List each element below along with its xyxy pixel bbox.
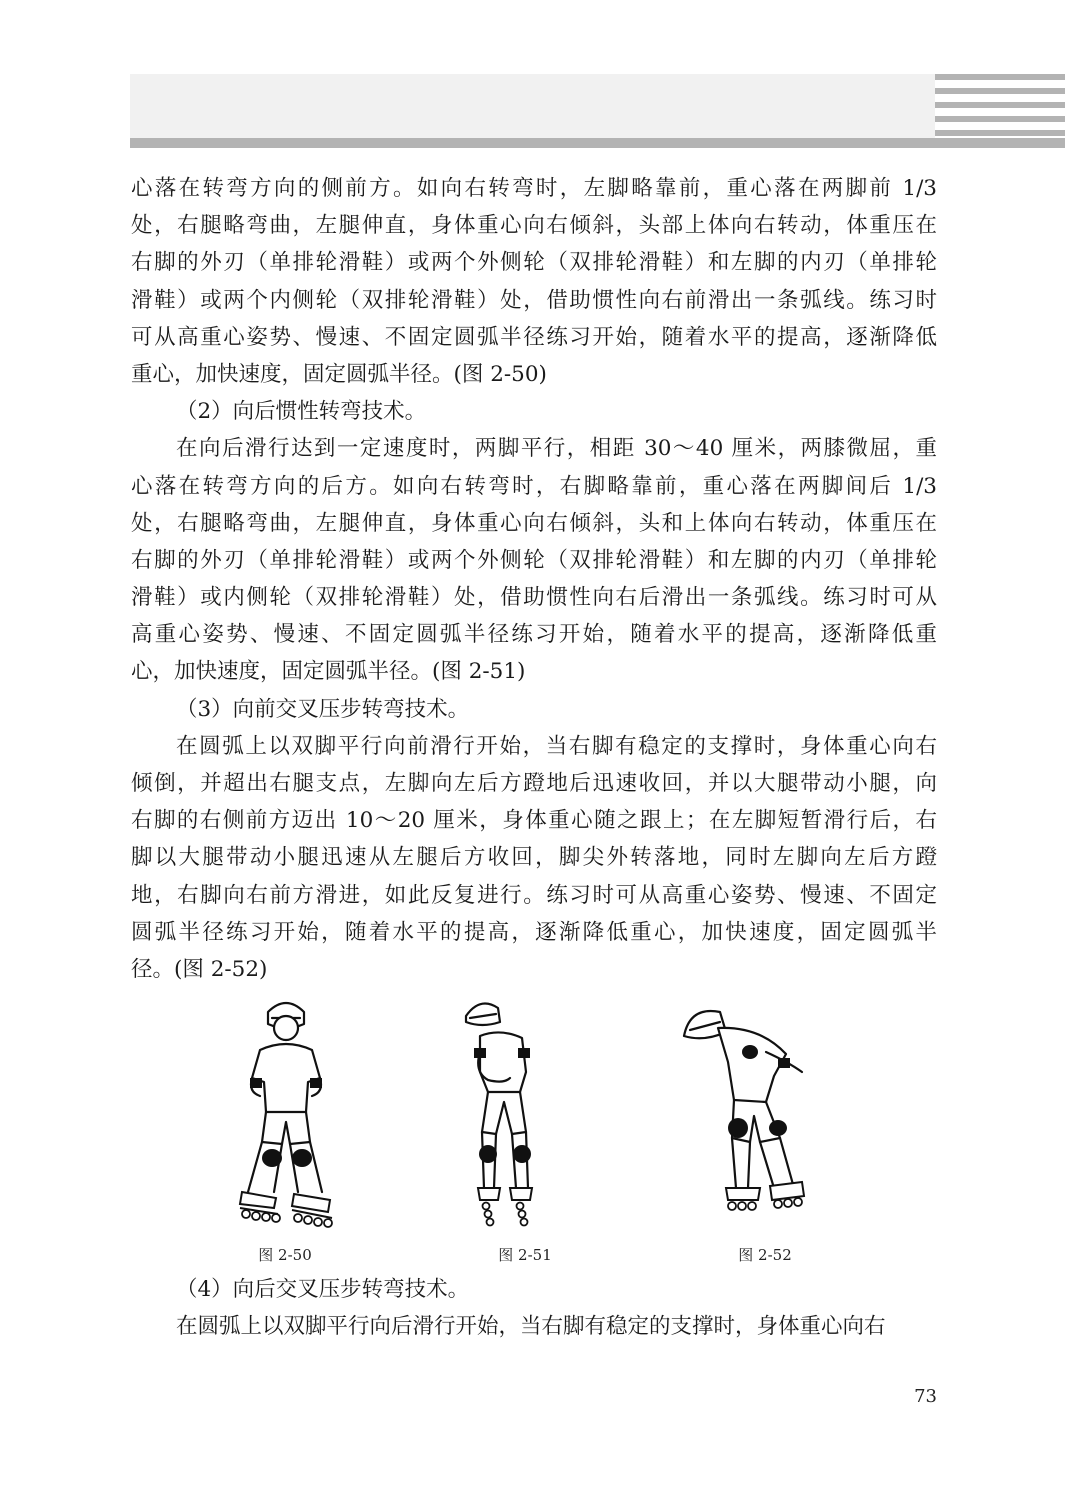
text-line: 径。(图 2-52) [131, 956, 268, 982]
text-line: 脚以大腿带动小腿迅速从左腿后方收回，脚尖外转落地，同时左脚向左后方蹬 [131, 845, 937, 871]
skater-forward-turn-illustration [190, 992, 370, 1232]
body-text-bottom [131, 1271, 937, 1345]
text-line: 可从高重心姿势、慢速、不固定圆弧半径练习开始，随着水平的提高，逐渐降低 [131, 324, 937, 350]
figure-2-51 [430, 992, 620, 1264]
text-line: 心，加快速度，固定圆弧半径。(图 2-51) [131, 659, 526, 685]
skater-backward-turn-illustration [430, 992, 610, 1232]
text-line: 右脚的外刃（单排轮滑鞋）或两个外侧轮（双排轮滑鞋）和左脚的内刃（单排轮 [131, 250, 937, 276]
text-line: 滑鞋）或两个内侧轮（双排轮滑鞋）处，借助惯性向右前滑出一条弧线。练习时 [131, 287, 937, 313]
text-line: 右脚的外刃（单排轮滑鞋）或两个外侧轮（双排轮滑鞋）和左脚的内刃（单排轮 [131, 547, 937, 573]
text-line: 心落在转弯方向的后方。如向右转弯时，右脚略靠前，重心落在两脚间后 1/3 [131, 473, 937, 499]
text-line: 右脚的右侧前方迈出 10～20 厘米，身体重心随之跟上；在左脚短暂滑行后，右 [131, 808, 937, 834]
header-band [130, 74, 935, 138]
text-line: 倾倒，并超出右腿支点，左脚向左后方蹬地后迅速收回，并以大腿带动小腿，向 [131, 771, 937, 796]
figure-caption: 图 2-52 [738, 1246, 792, 1264]
figure-2-50 [190, 992, 380, 1264]
text-line: （4）向后交叉压步转弯技术。 [176, 1277, 470, 1302]
page-number: 73 [914, 1386, 937, 1407]
text-line: 圆弧半径练习开始，随着水平的提高，逐渐降低重心，加快速度，固定圆弧半 [131, 919, 937, 945]
text-line: （2）向后惯性转弯技术。 [176, 399, 427, 425]
body-text-top [131, 170, 937, 988]
header-rule [130, 138, 1065, 148]
text-line: 心落在转弯方向的侧前方。如向右转弯时，左脚略靠前，重心落在两脚前 1/3 [131, 176, 937, 201]
text-line: 地，右脚向右前方滑进，如此反复进行。练习时可从高重心姿势、慢速、不固定 [131, 882, 937, 908]
figure-2-52 [670, 992, 860, 1264]
figure-caption: 图 2-50 [258, 1246, 312, 1264]
text-line: 处，右腿略弯曲，左腿伸直，身体重心向右倾斜，头和上体向右转动，体重压在 [131, 510, 937, 536]
text-line: 在圆弧上以双脚平行向前滑行开始，当右脚有稳定的支撑时，身体重心向右 [176, 733, 937, 759]
text-line: 滑鞋）或内侧轮（双排轮滑鞋）处，借助惯性向右后滑出一条弧线。练习时可从 [131, 585, 937, 611]
text-line: 处，右腿略弯曲，左腿伸直，身体重心向右倾斜，头部上体向右转动，体重压在 [131, 213, 937, 239]
skater-crossover-illustration [670, 992, 850, 1232]
header-stripes [935, 74, 1065, 138]
text-line: （3）向前交叉压步转弯技术。 [176, 696, 470, 722]
text-line: 在向后滑行达到一定速度时，两脚平行，相距 30～40 厘米，两膝微屈，重 [176, 436, 937, 462]
figure-caption: 图 2-51 [498, 1246, 552, 1264]
figure-row [180, 992, 880, 1272]
text-line: 重心，加快速度，固定圆弧半径。(图 2-50) [131, 361, 547, 387]
text-line: 高重心姿势、慢速、不固定圆弧半径练习开始，随着水平的提高，逐渐降低重 [131, 622, 937, 648]
text-line: 在圆弧上以双脚平行向后滑行开始，当右脚有稳定的支撑时，身体重心向右 [176, 1314, 886, 1340]
